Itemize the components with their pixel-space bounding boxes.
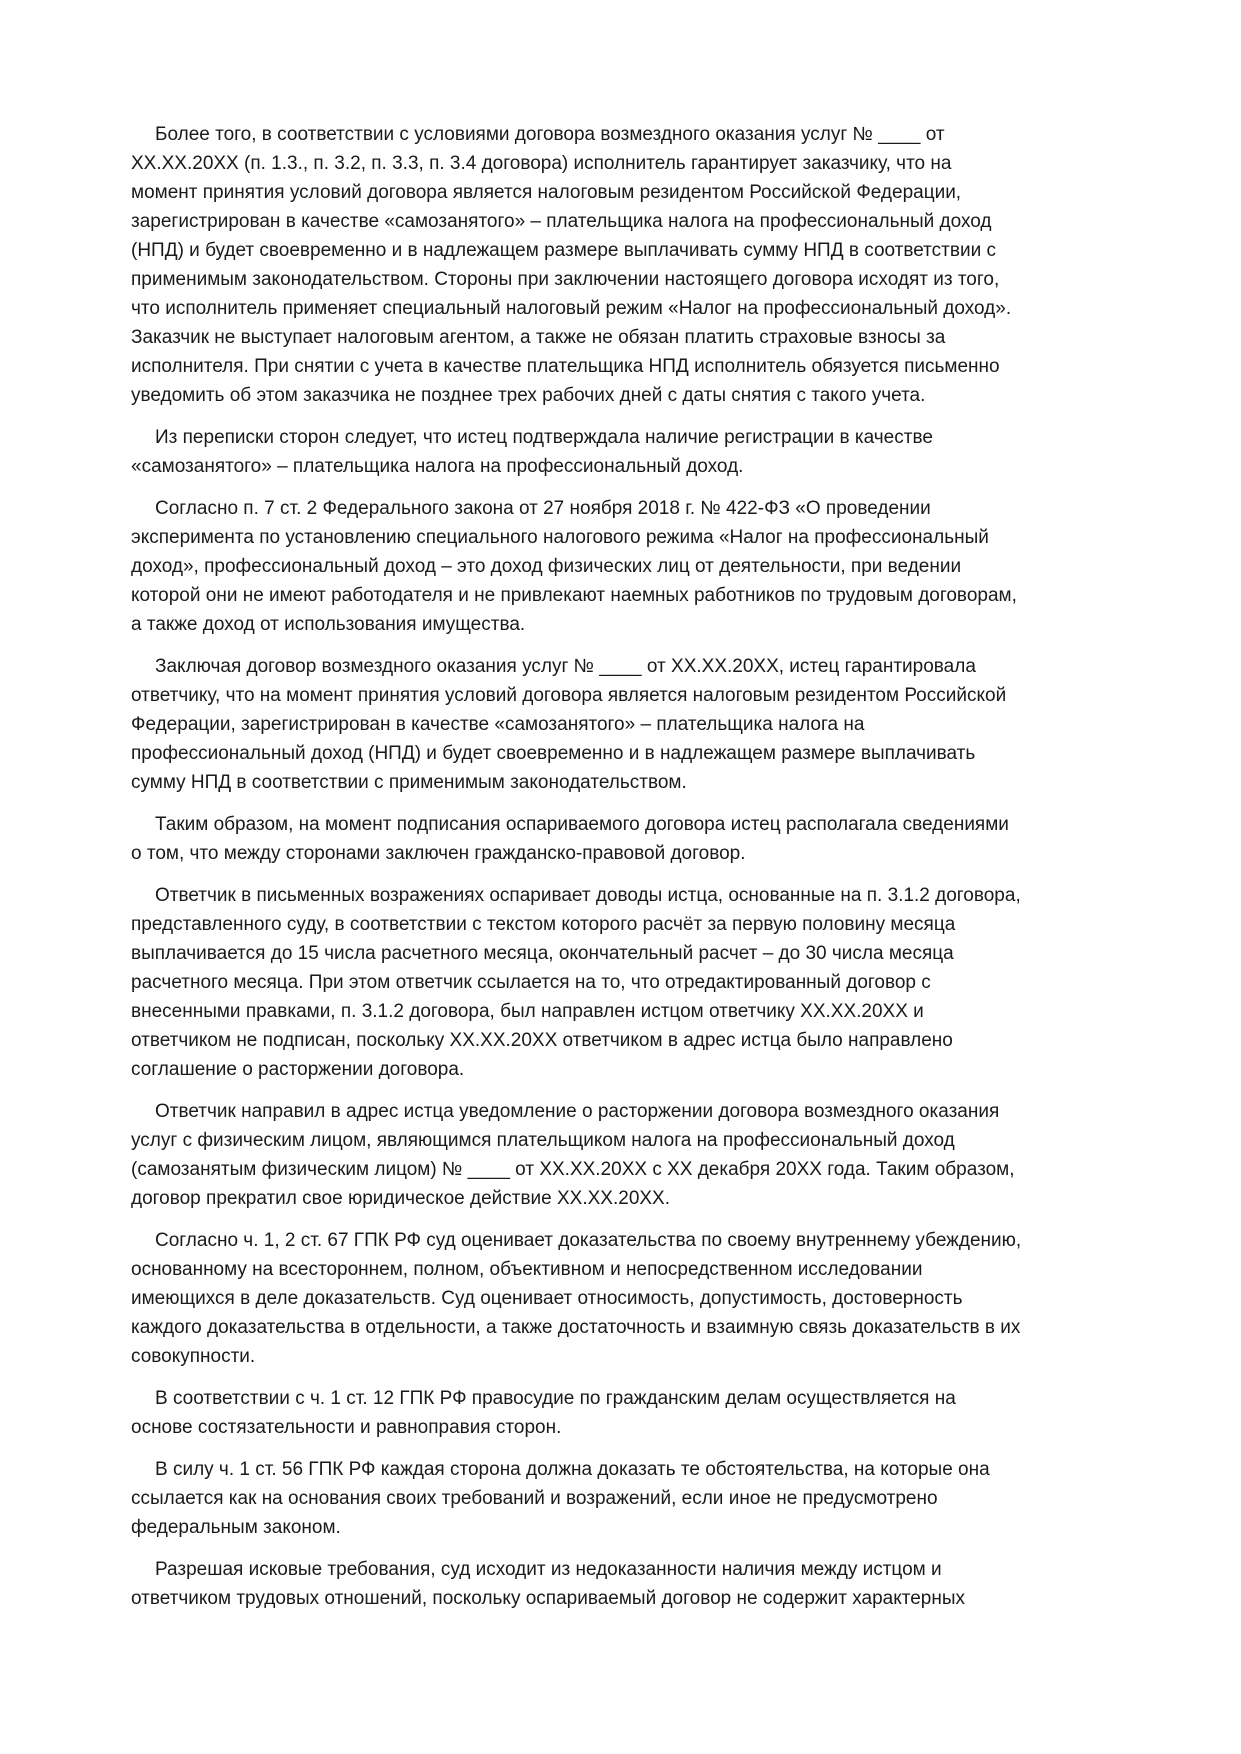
paragraph-line: основе состязательности и равноправия сторон. [131,1417,562,1438]
paragraph-line: Ответчик в письменных возражениях оспаривает доводы истца, основанные на п. 3.1.2 договора, [155,885,1021,906]
paragraph-line: представленного суду, в соответствии с текстом которого расчёт за первую половину месяца [131,914,956,935]
paragraph-line: Из переписки сторон следует, что истец подтверждала наличие регистрации в качестве [155,427,933,448]
paragraph-line: зарегистрирован в качестве «самозанятого» – плательщика налога на профессиональный доход [131,211,992,232]
paragraph [131,1455,1121,1542]
paragraph-line: (самозанятым физическим лицом) № ____ от XX.XX.20XX с XX декабря 20XX года. Таким образом, [131,1159,1015,1180]
paragraph-line: которой они не имеют работодателя и не привлекают наемных работников по трудовым договорам, [131,585,1017,606]
paragraph-line: профессиональный доход (НПД) и будет своевременно и в надлежащем размере выплачивать [131,743,976,764]
paragraph-line: что исполнитель применяет специальный налоговый режим «Налог на профессиональный доход». [131,298,1012,319]
paragraph-line: В соответствии с ч. 1 ст. 12 ГПК РФ правосудие по гражданским делам осуществляется на [155,1388,956,1409]
paragraph [131,1226,1121,1371]
paragraph-line: соглашение о расторжении договора. [131,1059,465,1080]
paragraph [131,1097,1121,1213]
paragraph-line: эксперимента по установлению специального налогового режима «Налог на профессиональный [131,527,989,548]
paragraph-line: выплачивается до 15 числа расчетного месяца, окончательный расчет – до 30 числа месяца [131,943,954,964]
paragraph-line: совокупности. [131,1346,256,1367]
paragraph [131,1384,1121,1442]
paragraph-line: исполнителя. При снятии с учета в качестве плательщика НПД исполнитель обязуется письменно [131,356,1000,377]
paragraph-line: Ответчик направил в адрес истца уведомление о расторжении договора возмездного оказания [155,1101,1000,1122]
paragraph-line: Заказчик не выступает налоговым агентом, а также не обязан платить страховые взносы за [131,327,946,348]
paragraph-line: XX.XX.20XX (п. 1.3., п. 3.2, п. 3.3, п. 3.4 договора) исполнитель гарантирует заказчику, что на [131,153,952,174]
paragraph-line: договор прекратил свое юридическое действие XX.XX.20XX. [131,1188,671,1209]
paragraph-line: Более того, в соответствии с условиями договора возмездного оказания услуг № ____ от [155,124,945,145]
paragraph-line: применимым законодательством. Стороны при заключении настоящего договора исходят из того, [131,269,1000,290]
paragraph-line: ответчиком не подписан, поскольку XX.XX.20XX ответчиком в адрес истца было направлено [131,1030,953,1051]
paragraph-line: основанному на всестороннем, полном, объективном и непосредственном исследовании [131,1259,923,1280]
paragraph-line: расчетного месяца. При этом ответчик ссылается на то, что отредактированный договор с [131,972,931,993]
paragraph-line: Разрешая исковые требования, суд исходит из недоказанности наличия между истцом и [155,1559,942,1580]
paragraph-line: Согласно п. 7 ст. 2 Федерального закона от 27 ноября 2018 г. № 422-ФЗ «О проведении [155,498,931,519]
document-body [131,120,1121,1626]
paragraph-line: В силу ч. 1 ст. 56 ГПК РФ каждая сторона должна доказать те обстоятельства, на которые она [155,1459,990,1480]
paragraph-line: услуг с физическим лицом, являющимся плательщиком налога на профессиональный доход [131,1130,955,1151]
paragraph-line: ответчику, что на момент принятия условий договора является налоговым резидентом Российской [131,685,1007,706]
paragraph [131,881,1121,1084]
paragraph-line: а также доход от использования имущества. [131,614,526,635]
paragraph [131,120,1121,410]
paragraph-line: имеющихся в деле доказательств. Суд оценивает относимость, допустимость, достоверность [131,1288,963,1309]
paragraph-line: (НПД) и будет своевременно и в надлежащем размере выплачивать сумму НПД в соответствии с [131,240,996,261]
paragraph-line: федеральным законом. [131,1517,341,1538]
paragraph [131,423,1121,481]
paragraph-line: ссылается как на основания своих требований и возражений, если иное не предусмотрено [131,1488,938,1509]
paragraph-line: доход», профессиональный доход – это доход физических лиц от деятельности, при ведении [131,556,962,577]
paragraph-line: внесенными правками, п. 3.1.2 договора, был направлен истцом ответчику XX.XX.20XX и [131,1001,924,1022]
paragraph [131,652,1121,797]
paragraph [131,494,1121,639]
paragraph-line: сумму НПД в соответствии с применимым законодательством. [131,772,687,793]
paragraph-line: ответчиком трудовых отношений, поскольку оспариваемый договор не содержит характерных [131,1588,966,1609]
paragraph-line: о том, что между сторонами заключен гражданско-правовой договор. [131,843,746,864]
paragraph-line: каждого доказательства в отдельности, а также достаточность и взаимную связь доказательств в их [131,1317,1021,1338]
paragraph-line: уведомить об этом заказчика не позднее трех рабочих дней с даты снятия с такого учета. [131,385,926,406]
paragraph-line: «самозанятого» – плательщика налога на профессиональный доход. [131,456,744,477]
paragraph-line: Заключая договор возмездного оказания услуг № ____ от XX.XX.20XX, истец гарантировала [155,656,976,677]
paragraph-line: Таким образом, на момент подписания оспариваемого договора истец располагала сведениями [155,814,1009,835]
paragraph [131,1555,1121,1613]
paragraph-line: Согласно ч. 1, 2 ст. 67 ГПК РФ суд оценивает доказательства по своему внутреннему убеждению, [155,1230,1022,1251]
paragraph [131,810,1121,868]
paragraph-line: Федерации, зарегистрирован в качестве «самозанятого» – плательщика налога на [131,714,865,735]
paragraph-line: момент принятия условий договора является налоговым резидентом Российской Федерации, [131,182,962,203]
